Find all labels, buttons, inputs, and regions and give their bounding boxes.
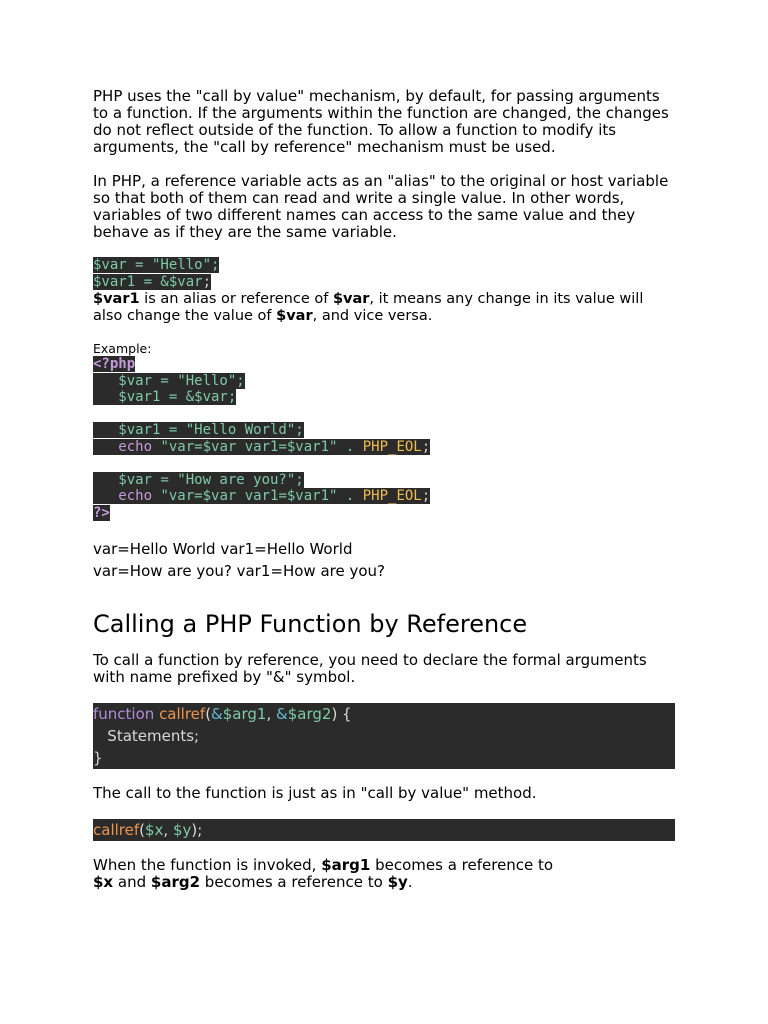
intro-paragraph-1: PHP uses the "call by value" mechanism, by default, for passing arguments to a function. If the arguments within the function are changed, the changes do not reflect outside of the function. To allow a function to modify its arguments, the "call by reference" mechanism must be used. <box>93 87 669 156</box>
section-heading: Calling a PHP Function by Reference <box>93 610 528 638</box>
function-definition-code: function callref(&$arg1, &$arg2) { Statements; } <box>93 703 675 769</box>
example-code: <?php $var = "Hello"; $var1 = &$var; $var1 = "Hello World"; echo "var=$var var1=$var1" . PHP_EOL; $var = "How are you?"; echo "var=$var var1=$var1" . PHP_EOL; ?> <box>93 356 431 521</box>
php-open-tag: <?php <box>93 356 136 372</box>
function-call-code: callref($x, $y); <box>93 819 675 841</box>
final-explanation: When the function is invoked, $arg1 becomes a reference to $x and $arg2 becomes a reference to $y. <box>93 856 554 891</box>
intro-paragraph-2: In PHP, a reference variable acts as an "alias" to the original or host variable so that both of them can read and write a single value. In other words, variables of two different names can access to the same value and they behave as if they are the same variable. <box>93 172 669 241</box>
php-close-tag: ?> <box>93 504 110 521</box>
example-label: Example: <box>93 341 152 356</box>
section-paragraph: To call a function by reference, you need to declare the formal arguments with name prefixed by "&" symbol. <box>93 651 647 686</box>
snippet-line-1: $var = "Hello"; <box>93 257 220 273</box>
output-line-1: var=Hello World var1=Hello World <box>93 540 353 558</box>
call-description: The call to the function is just as in "call by value" method. <box>93 784 537 802</box>
alias-explanation: $var1 is an alias or reference of $var, it means any change in its value will also change the value of $var, and vice versa. <box>93 291 644 324</box>
snippet-line-2: $var1 = &$var <box>93 273 203 290</box>
reference-snippet: $var = "Hello"; $var1 = &$var; <box>93 257 220 290</box>
document-page <box>93 88 675 891</box>
output-line-2: var=How are you? var1=How are you? <box>93 562 386 580</box>
